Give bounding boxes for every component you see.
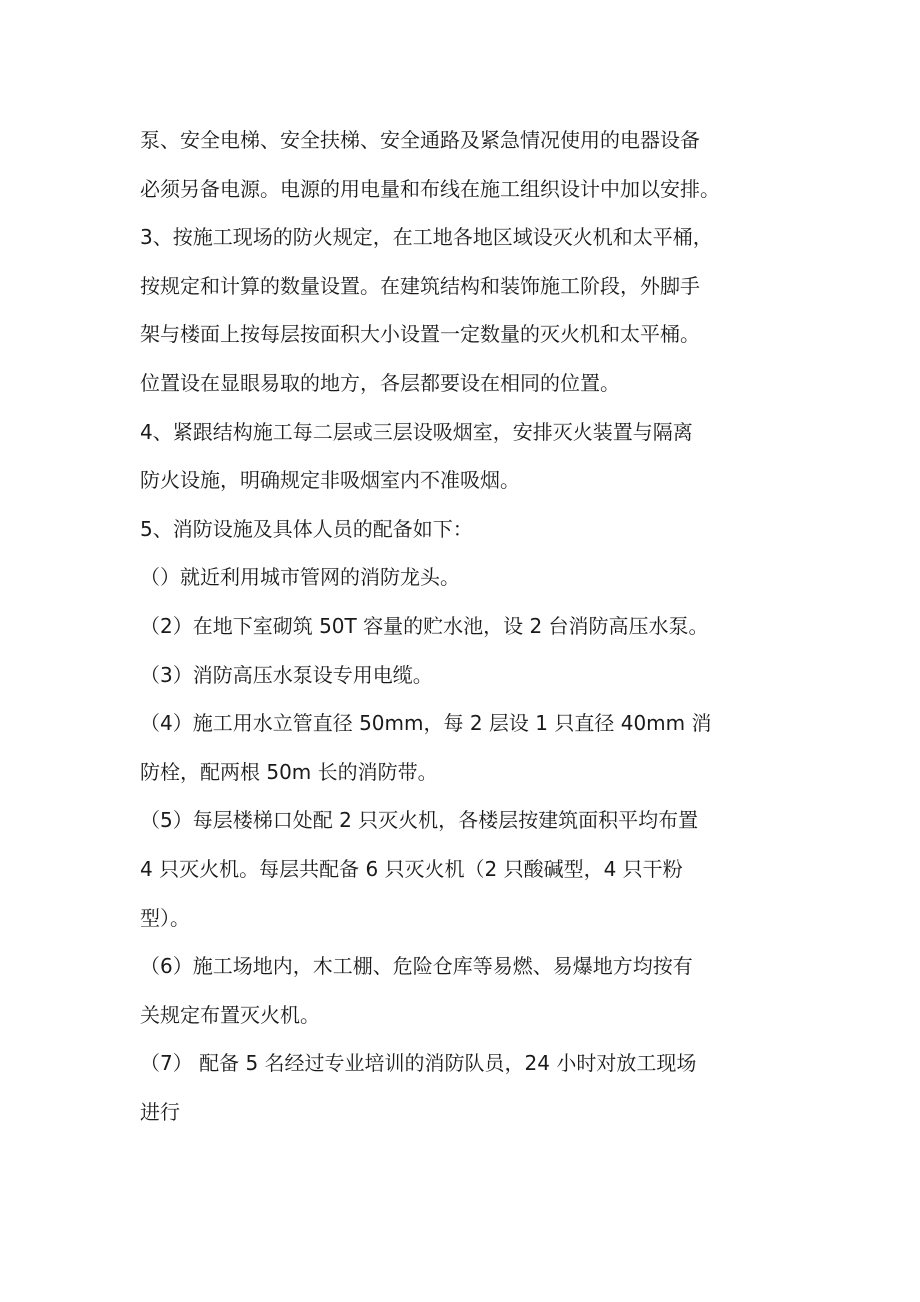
text-line-10: （）就近利用城市管网的消防龙头。 (140, 565, 460, 590)
text-line-8: 防火设施，明确规定非吸烟室内不准吸烟。 (140, 468, 520, 493)
text-line-15: （5）每层楼梯口处配 2 只灭火机，各楼层按建筑面积平均布置 (140, 808, 699, 833)
text-line-6: 位置设在显眼易取的地方，各层都要设在相同的位置。 (140, 370, 620, 395)
text-line-5: 架与楼面上按每层按面积大小设置一定数量的灭火机和太平桶。 (140, 322, 700, 347)
text-line-11: （2）在地下室砌筑 50T 容量的贮水池，设 2 台消防高压水泵。 (140, 613, 709, 638)
text-line-9: 5、消防设施及具体人员的配备如下： (140, 516, 473, 541)
text-line-12: （3）消防高压水泵设专用电缆。 (140, 662, 433, 687)
text-line-17: 型）。 (140, 905, 190, 930)
text-line-4: 按规定和计算的数量设置。在建筑结构和装饰施工阶段，外脚手 (140, 273, 700, 298)
text-line-21: 进行 (140, 1099, 180, 1124)
text-line-19: 关规定布置灭火机。 (140, 1002, 320, 1027)
text-line-14: 防栓，配两根 50m 长的消防带。 (140, 759, 438, 784)
text-line-20: （7） 配备 5 名经过专业培训的消防队员，24 小时对放工现场 (140, 1051, 697, 1076)
text-line-1: 泵、安全电梯、安全扶梯、安全通路及紧急情况使用的电器设备 (140, 128, 700, 152)
text-line-18: （6）施工场地内，木工棚、危险仓库等易燃、易爆地方均按有 (140, 954, 693, 979)
text-line-13: （4）施工用水立管直径 50mm，每 2 层设 1 只直径 40mm 消 (140, 711, 712, 736)
text-line-3: 3、按施工现场的防火规定，在工地各地区域设灭火机和太平桶， (140, 225, 713, 250)
text-line-2: 必须另备电源。电源的用电量和布线在施工组织设计中加以安排。 (140, 176, 720, 201)
document-body (140, 116, 760, 1136)
text-line-16: 4 只灭火机。每层共配备 6 只灭火机（2 只酸碱型，4 只干粉 (140, 856, 683, 881)
text-line-7: 4、紧跟结构施工每二层或三层设吸烟室，安排灭火装置与隔离 (140, 419, 693, 444)
